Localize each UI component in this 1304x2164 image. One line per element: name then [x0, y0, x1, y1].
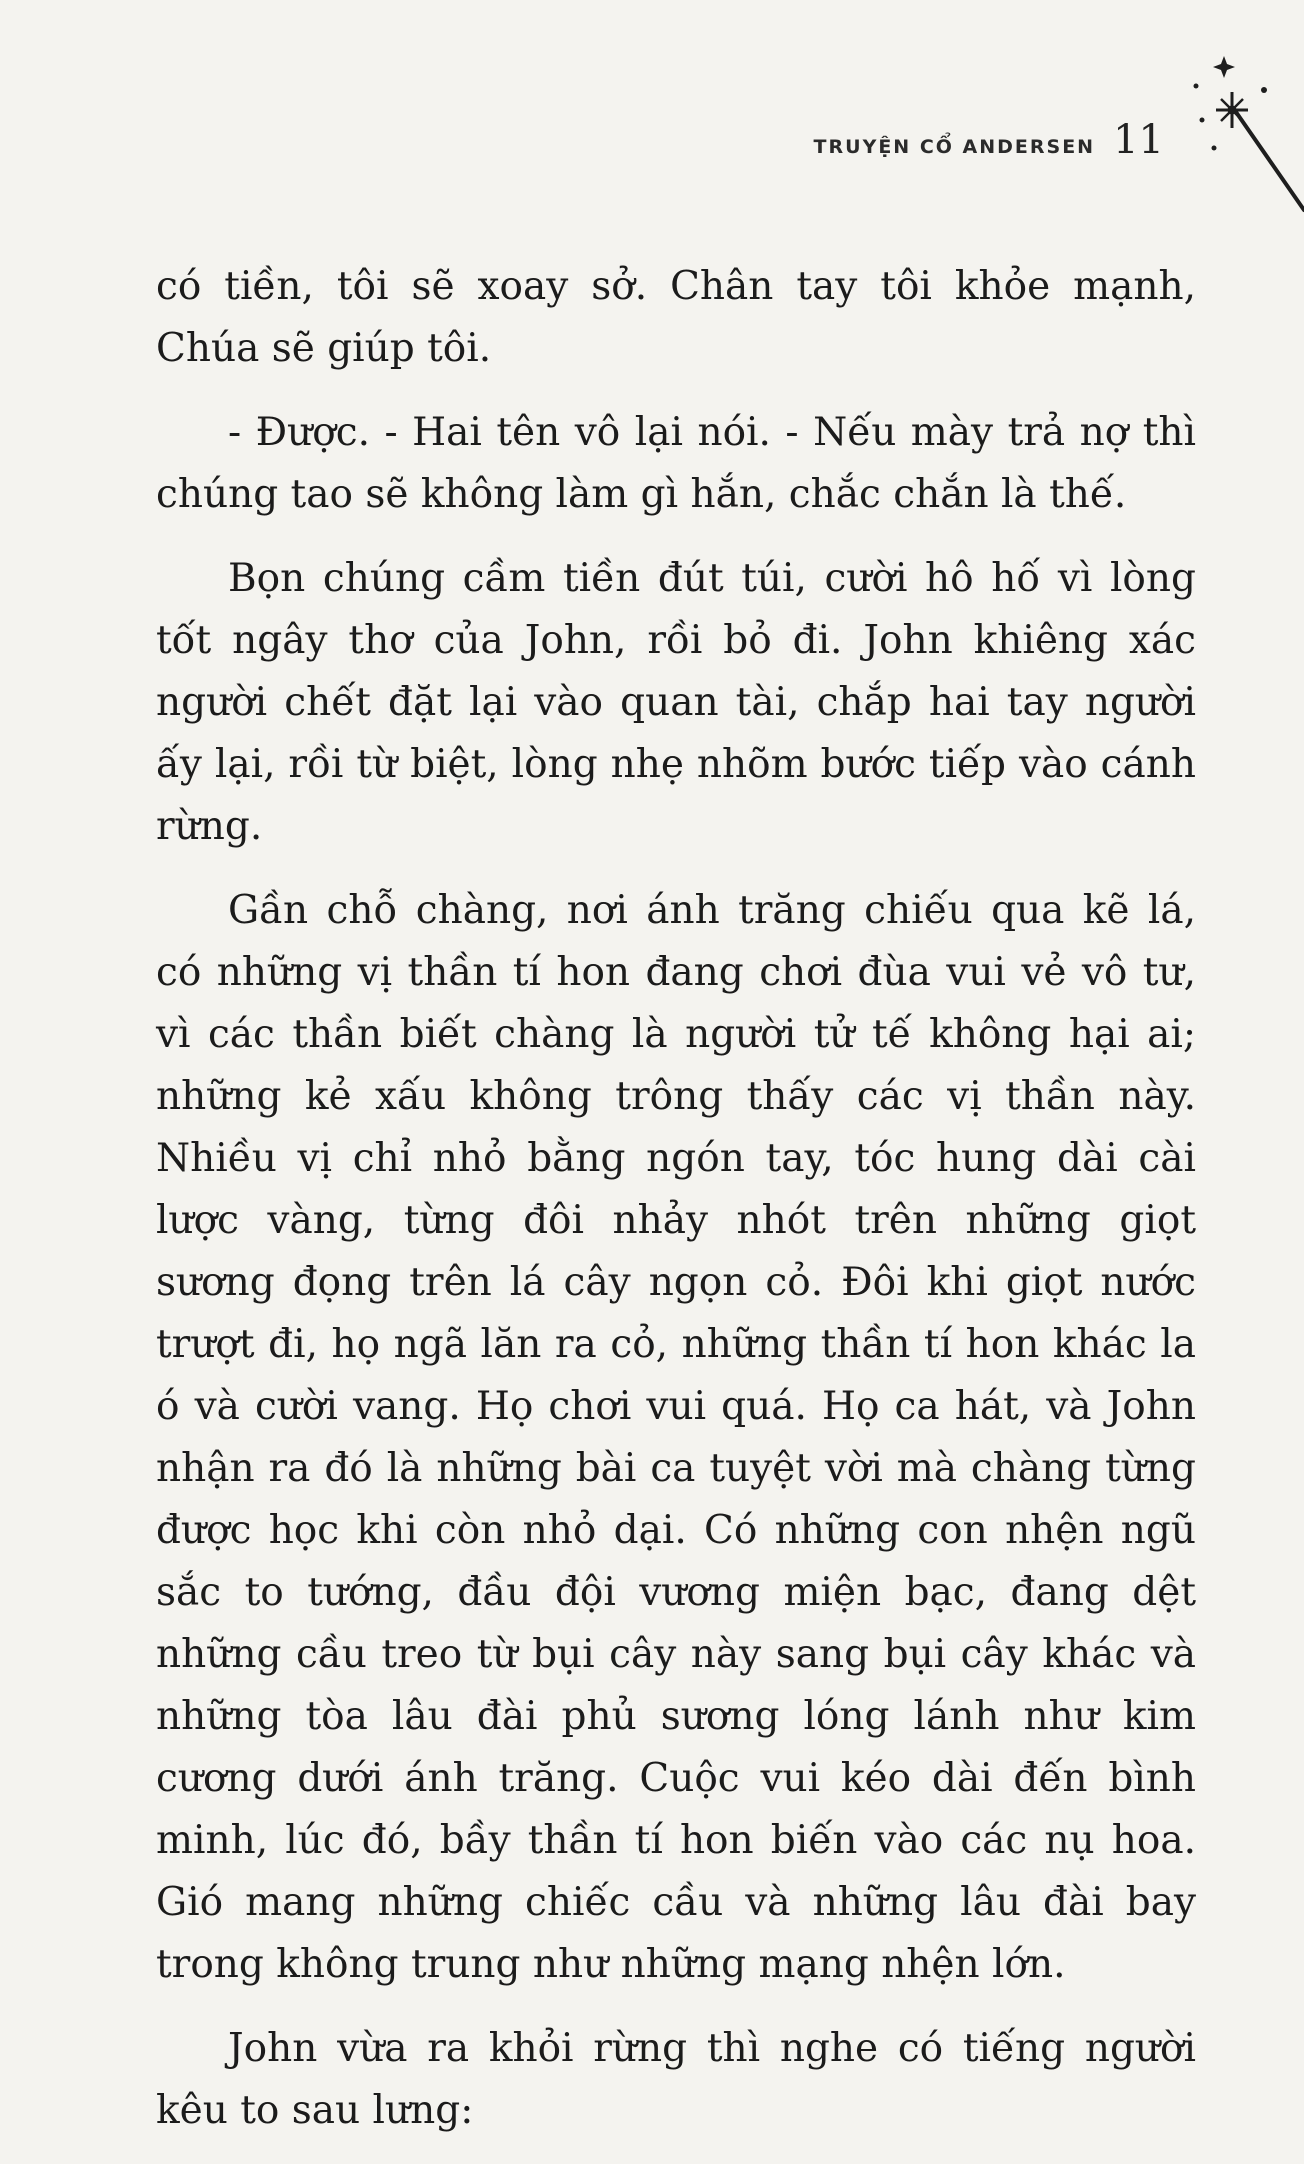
running-header [813, 117, 1164, 163]
page-number: 11 [1113, 117, 1164, 163]
paragraph-5: John vừa ra khỏi rừng thì nghe có tiếng người kêu to sau lưng: [156, 2026, 1196, 2133]
paragraph-2: - Được. - Hai tên vô lại nói. - Nếu mày trả nợ thì chúng tao sẽ không làm gì hắn, chắc chắn là thế. [156, 410, 1196, 517]
book-title: TRUYỆN CỔ ANDERSEN [813, 136, 1096, 158]
paragraph-4: Gần chỗ chàng, nơi ánh trăng chiếu qua kẽ lá, có những vị thần tí hon đang chơi đùa vui vẻ vô tư, vì các thần biết chàng là người tử tế không hại ai; những kẻ xấu không trông thấy các vị thần này. Nhiều vị chỉ nhỏ bằng ngón tay, tóc hung dài cài lược vàng, từng đôi nhảy nhót trên những giọt sương đọng trên lá cây ngọn cỏ. Đôi khi giọt nước trượt đi, họ ngã lăn ra cỏ, những thần tí hon khác la ó và cười vang. Họ chơi vui quá. Họ ca hát, và John nhận ra đó là những bài ca tuyệt vời mà chàng từng được học khi còn nhỏ dại. Có những con nhện ngũ sắc to tướng, đầu đội vương miện bạc, đang dệt những cầu treo từ bụi cây này sang bụi cây khác và những tòa lâu đài phủ sương lóng lánh như kim cương dưới ánh trăng. Cuộc vui kéo dài đến bình minh, lúc đó, bầy thần tí hon biến vào các nụ hoa. Gió mang những chiếc cầu và những lâu đài bay trong không trung như những mạng nhện lớn. [156, 888, 1196, 1987]
sparkle-wand-icon [1174, 50, 1304, 230]
paragraph-3: Bọn chúng cầm tiền đút túi, cười hô hố vì lòng tốt ngây thơ của John, rồi bỏ đi. John khiêng xác người chết đặt lại vào quan tài, chắp hai tay người ấy lại, rồi từ biệt, lòng nhẹ nhõm bước tiếp vào cánh rừng. [156, 556, 1196, 849]
paragraph-1: có tiền, tôi sẽ xoay sở. Chân tay tôi khỏe mạnh, Chúa sẽ giúp tôi. [156, 264, 1196, 371]
body-text [156, 256, 1196, 2164]
